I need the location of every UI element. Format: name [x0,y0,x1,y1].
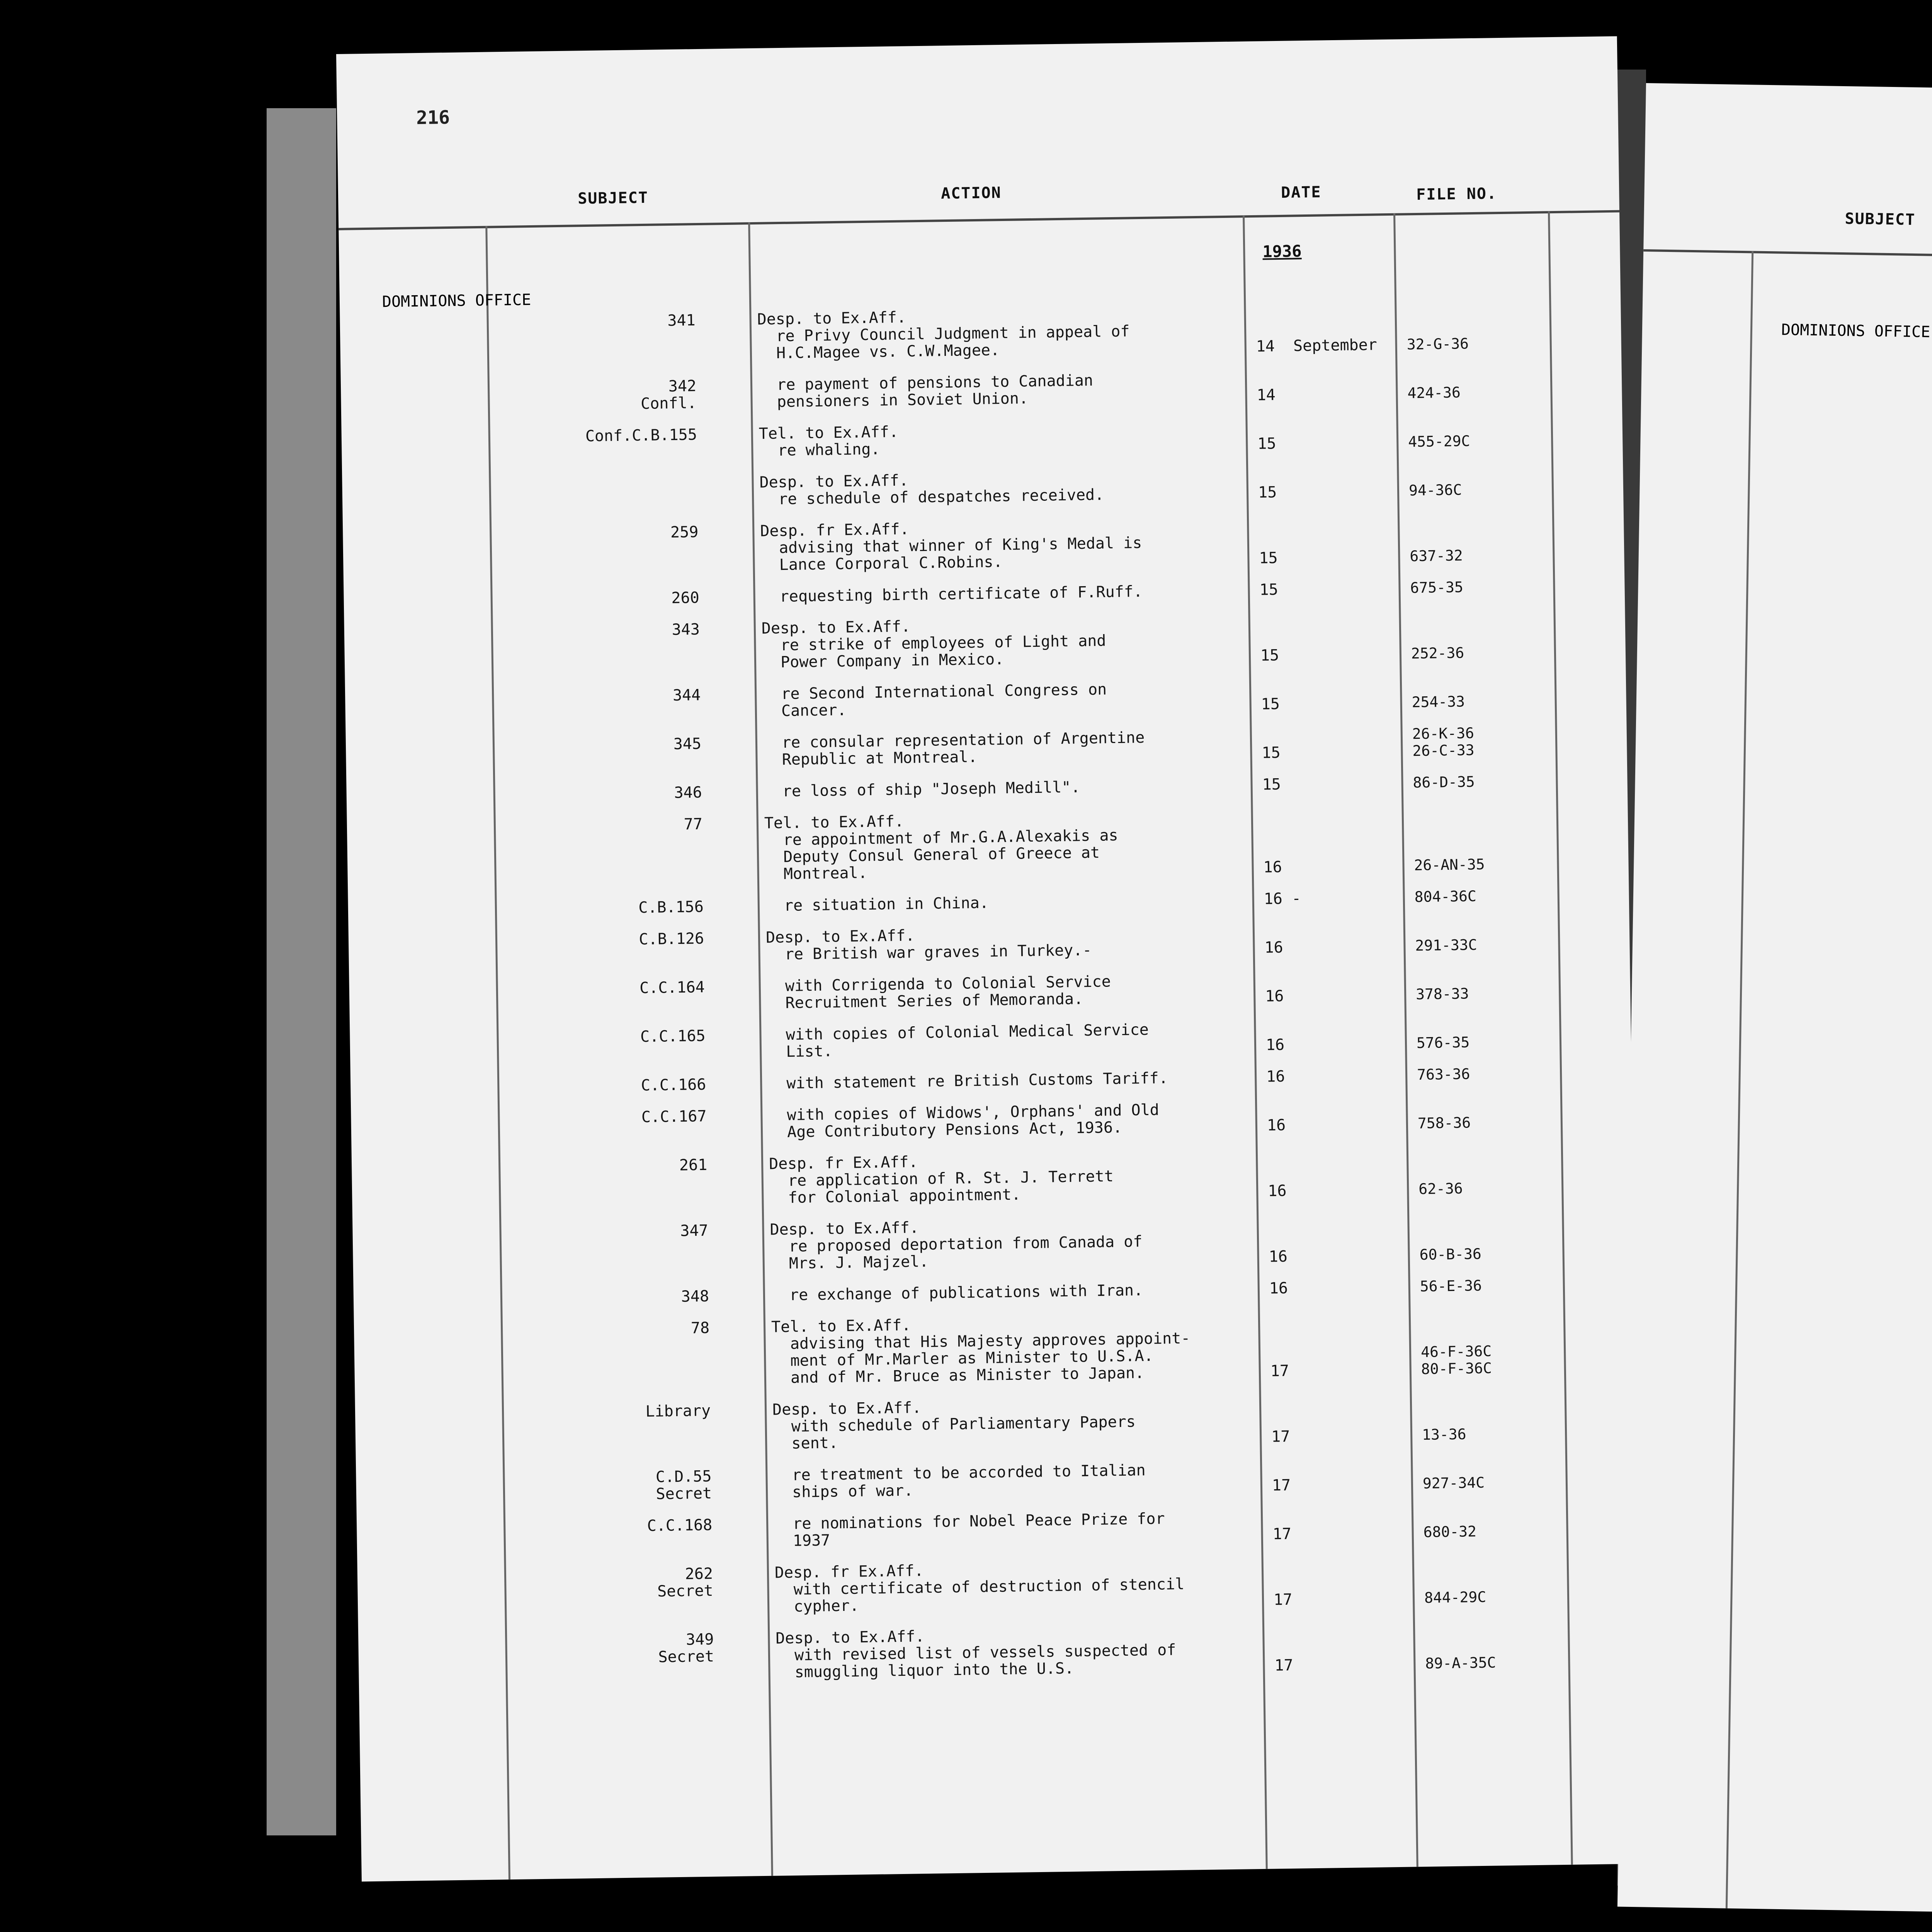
organization-heading: DOMINIONS OFFICE [382,291,531,311]
header-rule [1643,249,1932,273]
entry-date: 15 [1260,646,1279,665]
ledger-row [349,917,1630,969]
entry-file-no: 13-36 [1422,1425,1466,1444]
entry-subject [1733,926,1932,949]
entry-action: Tel. to Ex.Aff. re whaling. [759,423,899,460]
header-date: DATE [1281,183,1321,202]
entry-subject: 346 [674,783,702,802]
ledger-row [340,299,1621,368]
entry-file-no: 455-29C [1408,432,1470,451]
entry-file-no: 927-34C [1422,1474,1485,1492]
ledger-row [341,365,1622,417]
ledger-row [352,1209,1634,1278]
entry-subject [1741,402,1932,425]
entry-file-no: 60-B-36 [1419,1245,1482,1264]
entry-action: with copies of Colonial Medical Service List. [767,1020,1149,1061]
entry-file-no: 254-33 [1412,693,1465,711]
entry-subject [1723,1553,1932,1576]
organization-heading: DOMINIONS OFFICE [1781,321,1930,341]
entry-action: Desp. fr Ex.Aff. advising that winner of King's Medal is Lance Corporal C.Robins. [760,520,1142,574]
entry-action: Desp. to Ex.Aff. with schedule of Parliamentary Papers sent. [772,1399,1136,1453]
entry-action: Desp. to Ex.Aff. with revised list of vessels suspected of smuggling liquor into the U.S. [776,1628,1176,1682]
entry-date: 16 [1265,1036,1285,1054]
left-page [336,36,1643,1882]
entry-date: 16 [1266,1067,1285,1086]
entry-file-no: 56-E-36 [1420,1277,1482,1295]
entry-file-no: 94-36C [1408,481,1462,499]
entry-file-no: 252-36 [1411,644,1464,662]
entry-date: 16 - [1264,889,1301,908]
entry-file-no: 86-D-35 [1413,773,1475,791]
entry-subject [1734,881,1932,903]
entry-date: 16 [1267,1182,1287,1200]
entry-file-no: 637-32 [1410,547,1463,565]
entry-subject: 349 Secret [658,1630,714,1666]
ledger-row [351,1095,1632,1146]
entry-subject [1731,1063,1932,1086]
entry-subject [1724,1490,1932,1513]
entry-file-no: 46-F-36C 80-F-36C [1420,1342,1492,1378]
entry-subject: C.C.167 [641,1107,707,1126]
ledger-row [1623,1489,1932,1561]
entry-file-no: 763-36 [1417,1065,1470,1083]
entry-subject [1739,539,1932,562]
entry-date: 17 [1271,1427,1290,1446]
entry-file-no: 62-36 [1418,1180,1463,1198]
ledger-row [357,1552,1639,1621]
ledger-row [342,462,1623,514]
entry-subject: C.C.165 [640,1027,706,1046]
ledger-row [357,1503,1638,1555]
entry-date: 16 [1265,987,1284,1005]
entry-file-no: 844-29C [1424,1588,1486,1607]
entry-file-no: 291-33C [1415,936,1477,954]
entry-action: re exchange of publications with Iran. [770,1281,1143,1304]
entry-subject [1728,1262,1932,1302]
entry-subject: 77 [684,815,703,833]
entry-action: re loss of ship "Joseph Medill". [764,778,1080,801]
ledger-row [348,886,1629,920]
entry-date: 15 [1257,435,1276,453]
ledger-row [1622,1551,1932,1640]
entry-file-no: 26-K-36 26-C-33 [1412,724,1475,760]
ledger-row [356,1455,1637,1507]
entry-subject: C.B.156 [638,898,704,917]
entry-date: 16 [1263,858,1282,876]
entry-action: Desp. to Ex.Aff. re strike of employees of Light and Power Company in Mexico. [761,617,1106,672]
entry-action: Desp. to Ex.Aff. re schedule of despatches received. [759,471,1104,509]
entry-action: Desp. to Ex.Aff. re British war graves in Turkey.- [765,927,1092,964]
entry-file-no: 26-AN-35 [1414,855,1485,874]
right-page [1617,83,1932,1928]
entry-subject: 341 [667,311,696,330]
entry-subject [1725,1445,1932,1468]
entry-subject [1730,1126,1932,1148]
entry-action: requesting birth certificate of F.Ruff. [761,582,1143,606]
entry-subject: 345 [673,735,702,753]
entry-action: with Corrigenda to Colonial Service Recruitment Series of Memoranda. [766,973,1111,1012]
entry-subject: 348 [681,1287,709,1306]
ledger-row [345,674,1626,726]
entry-action: Desp. fr Ex.Aff. with certificate of destruction of stencil cypher. [774,1562,1185,1616]
entry-subject [404,475,697,479]
ledger-row [344,577,1625,611]
header-file-no: FILE NO. [1416,185,1497,204]
ledger-row [343,511,1624,580]
ledger-row [347,771,1628,806]
entry-subject: C.D.55 Secret [655,1467,712,1503]
entry-date: 15 [1259,581,1279,599]
entry-subject: 342 Confl. [640,377,697,413]
entry-subject [1738,602,1932,624]
entry-file-no: 378-33 [1415,985,1469,1003]
entry-subject: 78 [690,1319,710,1337]
entry-action: re consular representation of Argentine Republic at Montreal. [763,728,1145,769]
entry-date: 15 [1262,744,1281,762]
ledger-row [352,1143,1633,1212]
entry-subject [1726,1399,1932,1422]
entry-date: 17 [1272,1476,1291,1495]
entry-subject: 261 [679,1156,707,1174]
year-heading: 1936 [1262,242,1302,261]
entry-subject [1726,1354,1932,1376]
entry-subject: C.C.168 [647,1516,713,1535]
entry-subject [1742,340,1932,362]
ledger-row [1636,691,1932,780]
ledger-row [349,966,1631,1017]
entry-file-no: 680-32 [1423,1523,1477,1541]
entry-date: 16 [1267,1116,1286,1134]
entry-action: Tel. to Ex.Aff. advising that His Majesty approves appoint- ment of Mr.Marler as Minister to U.S.A. and of Mr. Bruce as Minister to Japan. [771,1316,1190,1387]
entry-date: 15 [1259,549,1278,567]
entry-date: 16 [1269,1279,1288,1298]
ledger-row [346,723,1627,774]
entry-subject [1738,630,1932,653]
ledger-row [1630,1061,1932,1133]
book-edge-left [267,108,336,1835]
entry-subject: C.C.164 [639,978,705,997]
entry-subject: C.B.126 [639,929,704,949]
entry-subject: 347 [680,1221,708,1240]
entry-subject [1735,835,1932,858]
ledger-row [342,413,1623,465]
entry-date: 15 [1262,776,1281,794]
entry-file-no: 804-36C [1414,888,1477,906]
ledger-row [344,608,1626,677]
entry-action: Desp. to Ex.Aff. re Privy Council Judgment in appeal of H.C.Magee vs. C.W.Magee. [757,308,1130,362]
entry-action: re situation in China. [765,894,989,915]
ledger-row [358,1618,1640,1687]
header-action: ACTION [940,184,1002,203]
entry-date: 17 [1272,1525,1292,1543]
ledger-row [350,1014,1631,1066]
ledger-row [354,1306,1636,1392]
entry-subject [1729,1171,1932,1194]
entry-subject [1727,1308,1932,1331]
entry-file-no: 576-35 [1416,1034,1470,1052]
header-subject: SUBJECT [577,189,649,208]
entry-date: 15 [1258,483,1277,502]
entry-subject: 259 [670,523,699,542]
entry-action: with statement re British Customs Tariff. [767,1069,1168,1093]
ledger-row [347,803,1629,889]
entry-action: Tel. to Ex.Aff. re appointment of Mr.G.A.Alexakis as Deputy Consul General of Greece at Montreal. [764,812,1118,883]
entry-subject: 343 [672,621,700,639]
entry-action: re payment of pensions to Canadian pensioners in Soviet Union. [758,371,1094,411]
entry-file-no: 675-35 [1410,578,1464,597]
entry-subject: 344 [672,686,701,704]
entry-subject: Library [645,1401,711,1421]
entry-subject [1735,772,1932,795]
entry-subject [1731,1017,1932,1040]
entry-date: 16 [1269,1247,1288,1266]
entry-date: 17 [1274,1656,1293,1675]
ledger-row [350,1063,1631,1098]
ledger-row [1628,1198,1932,1270]
entry-action: re treatment to be accorded to Italian ships of war. [773,1461,1146,1502]
entry-date: 16 [1264,939,1284,957]
entry-action: Desp. fr Ex.Aff. re application of R. St. J. Terrett for Colonial appointment. [769,1153,1114,1207]
entry-date: 14 [1257,386,1276,404]
ledger-row [355,1389,1637,1458]
entry-file-no: 758-36 [1417,1114,1471,1132]
entry-subject: C.C.166 [641,1075,706,1095]
entry-date: 17 [1273,1590,1293,1609]
entry-date: 14 September [1256,336,1378,355]
entry-subject [1741,448,1932,471]
entry-subject [1732,972,1932,995]
entry-file-no: 424-36 [1407,384,1461,402]
entry-file-no: 89-A-35C [1425,1654,1496,1672]
entry-file-no: 32-G-36 [1406,335,1469,353]
entry-date: 15 [1261,695,1280,713]
entry-subject: Conf.C.B.155 [585,426,697,446]
ledger-row [1637,629,1932,701]
entry-date: 17 [1270,1362,1289,1380]
ledger-row [1634,771,1932,843]
entry-subject [1729,1200,1932,1223]
entry-subject: 262 Secret [657,1565,713,1600]
entry-subject [1740,493,1932,516]
ledger-row [1638,537,1932,609]
ledger-row [1641,338,1932,410]
header-rule [338,210,1619,230]
page-number: 216 [416,106,450,129]
entry-subject [1737,693,1932,716]
entry-action: re nominations for Nobel Peace Prize for 1937 [774,1510,1165,1550]
entry-action: Desp. to Ex.Aff. re proposed deportation from Canada of Mrs. J. Majzel. [770,1219,1143,1273]
entry-subject: 260 [671,589,700,607]
entry-action: with copies of Widows', Orphans' and Old Age Contributory Pensions Act, 1936. [768,1101,1160,1141]
header-subject: SUBJECT [1845,210,1916,229]
ledger-row [354,1275,1634,1310]
entry-action: re Second International Congress on Cancer. [762,680,1107,720]
